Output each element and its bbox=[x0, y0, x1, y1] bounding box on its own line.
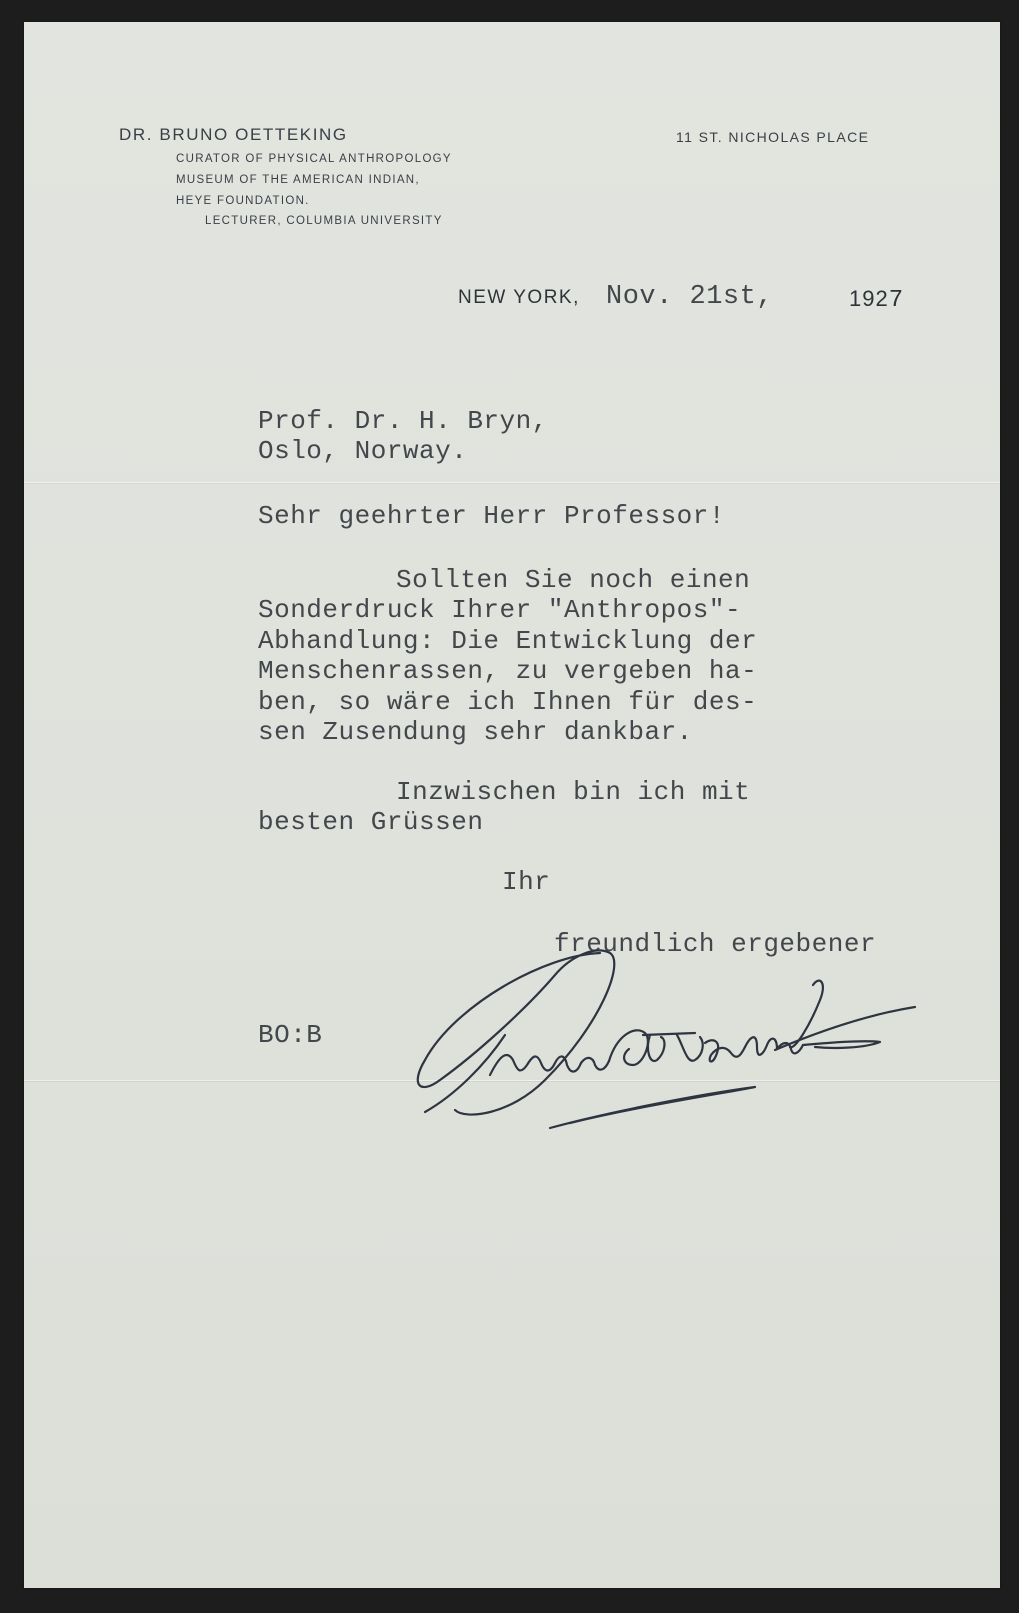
recipient-line: Prof. Dr. H. Bryn, bbox=[258, 406, 548, 436]
letterhead-line: MUSEUM OF THE AMERICAN INDIAN, bbox=[176, 174, 420, 186]
dateline-year bbox=[849, 286, 904, 314]
body-line: Inzwischen bin ich mit bbox=[396, 777, 751, 807]
signature bbox=[395, 915, 935, 1145]
body-line: Sonderdruck Ihrer "Anthropos"- bbox=[258, 595, 742, 625]
letterhead-line: HEYE FOUNDATION. bbox=[176, 195, 310, 207]
body-line: Sollten Sie noch einen bbox=[396, 565, 751, 595]
letter-page bbox=[24, 22, 1000, 1588]
body-line: besten Grüssen bbox=[258, 807, 484, 837]
dateline-year-suffix: 7 bbox=[888, 287, 905, 314]
closing-ihr: Ihr bbox=[502, 867, 551, 897]
body-line: sen Zusendung sehr dankbar. bbox=[258, 717, 693, 747]
fold-line bbox=[24, 482, 1000, 483]
salutation: Sehr geehrter Herr Professor! bbox=[258, 501, 725, 531]
typist-initials: BO:B bbox=[258, 1020, 323, 1050]
body-line: Menschenrassen, zu vergeben ha- bbox=[258, 656, 758, 686]
letterhead-line: LECTURER, COLUMBIA UNIVERSITY bbox=[205, 215, 443, 227]
signature-drawing bbox=[395, 915, 935, 1145]
letterhead-line: CURATOR OF PHYSICAL ANTHROPOLOGY bbox=[176, 153, 452, 165]
dateline-city: NEW YORK, bbox=[458, 287, 580, 308]
recipient-line: Oslo, Norway. bbox=[258, 436, 468, 466]
letterhead-name: DR. BRUNO OETTEKING bbox=[119, 125, 348, 144]
body-line: Abhandlung: Die Entwicklung der bbox=[258, 626, 758, 656]
body-line: ben, so wäre ich Ihnen für des- bbox=[258, 687, 758, 717]
letterhead-address: 11 ST. NICHOLAS PLACE bbox=[676, 129, 870, 145]
dateline-year-prefix: 192 bbox=[849, 286, 889, 311]
dateline-date: Nov. 21st, bbox=[606, 282, 774, 312]
closing-line: freundlich ergebener bbox=[554, 929, 877, 959]
